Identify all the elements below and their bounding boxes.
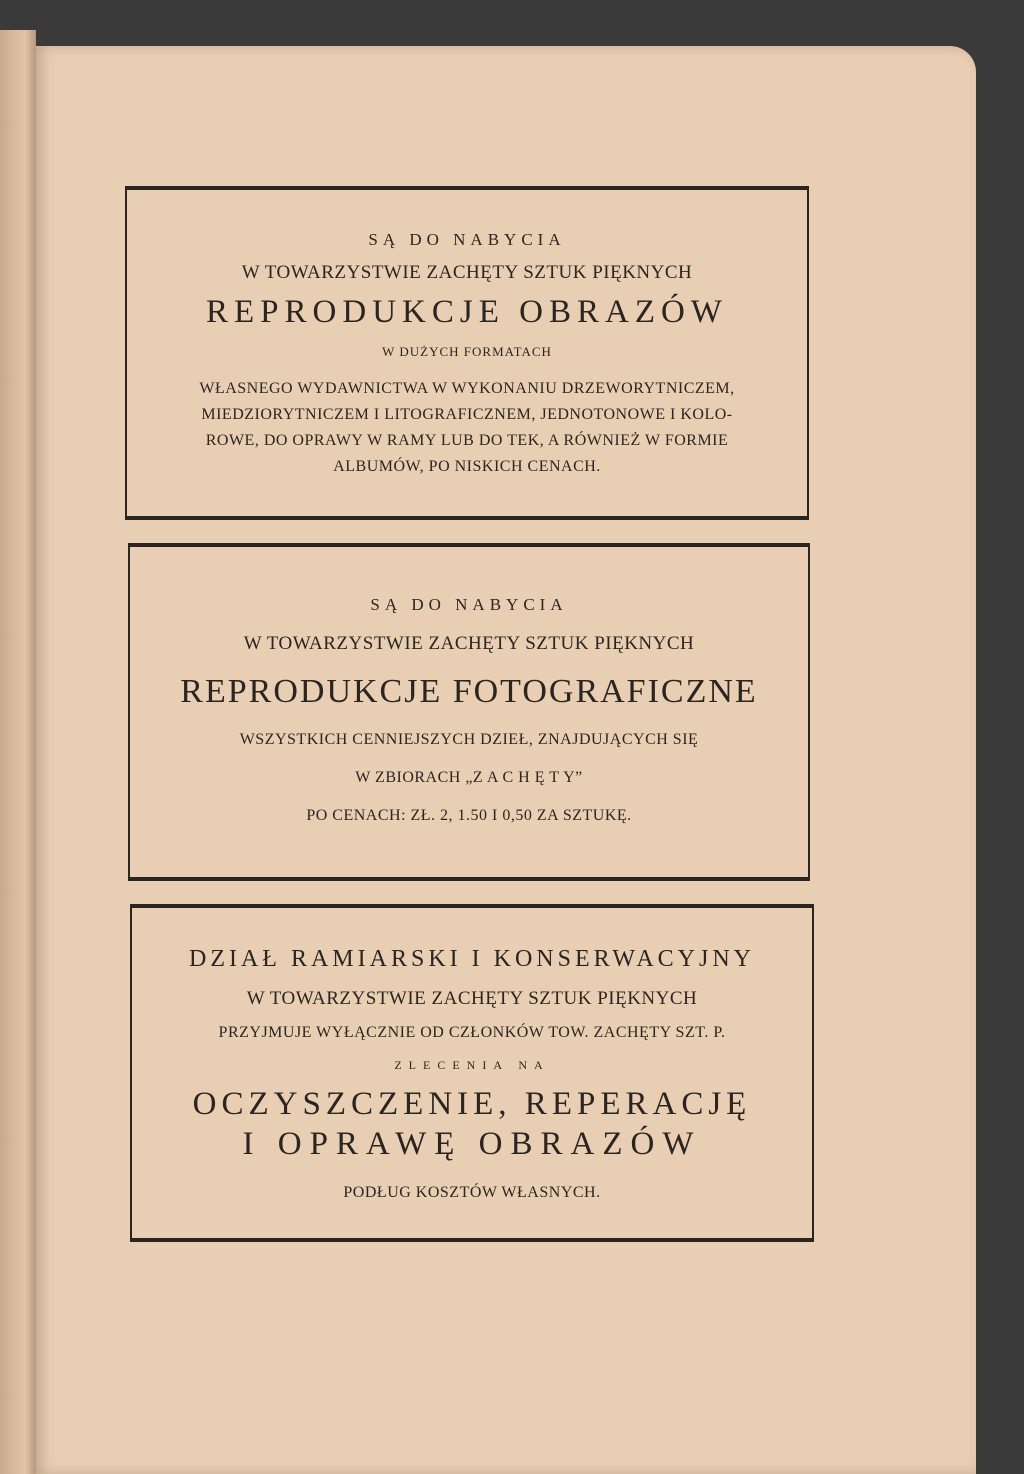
orders-heading: ZLECENIA NA <box>394 1058 550 1072</box>
cost-note: PODŁUG KOSZTÓW WŁASNYCH. <box>343 1184 601 1201</box>
members-note: PRZYJMUJE WYŁĄCZNIE OD CZŁONKÓW TOW. ZACHĘTY SZT. P. <box>218 1024 726 1041</box>
advert-box-conservation <box>130 904 814 1242</box>
body-line-4: ALBUMÓW, PO NISKICH CENACH. <box>333 458 601 475</box>
works-note: WSZYSTKICH CENNIEJSZYCH DZIEŁ, ZNAJDUJĄCYCH SIĘ <box>239 731 699 748</box>
book-page <box>36 46 976 1474</box>
collection-note: W ZBIORACH „Z A C H Ę T Y” <box>355 769 583 786</box>
society-name: W TOWARZYSTWIE ZACHĘTY SZTUK PIĘKNYCH <box>246 988 698 1009</box>
availability-heading: SĄ DO NABYCIA <box>368 230 566 249</box>
advert-title: REPRODUKCJE OBRAZÓW <box>206 294 728 330</box>
advert-box-reproductions <box>125 186 809 520</box>
body-line-2: MIEDZIORYTNICZEM I LITOGRAFICZNEM, JEDNOTONOWE I KOLO- <box>201 406 733 423</box>
price-note: PO CENACH: ZŁ. 2, 1.50 I 0,50 ZA SZTUKĘ. <box>306 807 632 824</box>
body-line-1: WŁASNEGO WYDAWNICTWA W WYKONANIU DRZEWORYTNICZEM, <box>199 380 735 397</box>
availability-heading: SĄ DO NABYCIA <box>370 595 568 614</box>
department-title: DZIAŁ RAMIARSKI I KONSERWACYJNY <box>188 946 755 972</box>
society-name: W TOWARZYSTWIE ZACHĘTY SZTUK PIĘKNYCH <box>241 262 693 283</box>
service-title-2: I OPRAWĘ OBRAZÓW <box>242 1126 702 1162</box>
service-title-1: OCZYSZCZENIE, REPERACJĘ <box>192 1086 752 1122</box>
body-line-3: ROWE, DO OPRAWY W RAMY LUB DO TEK, A RÓWNIEŻ W FORMIE <box>205 432 729 449</box>
facing-page-edge <box>0 30 36 1474</box>
society-name: W TOWARZYSTWIE ZACHĘTY SZTUK PIĘKNYCH <box>243 633 695 654</box>
advert-title: REPRODUKCJE FOTOGRAFICZNE <box>180 673 758 710</box>
format-note: W DUŻYCH FORMATACH <box>382 344 552 359</box>
advert-box-photographs <box>128 543 810 881</box>
